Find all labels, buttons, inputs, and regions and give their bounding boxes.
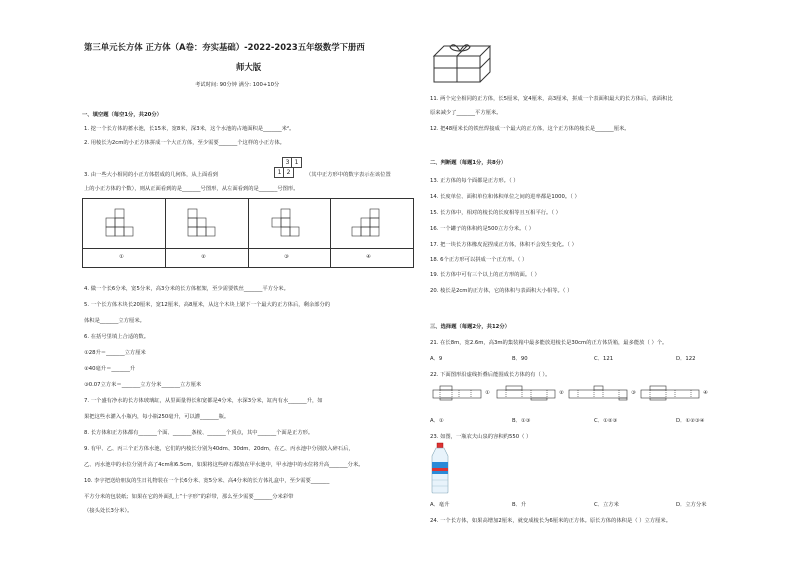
gift-box-illustration	[430, 38, 494, 86]
view-figure-3	[271, 207, 309, 241]
net-figure-label: ③	[631, 390, 636, 396]
question-19: 19. 长方体中可有三个以上的正方形的面。（ ）	[430, 272, 540, 278]
question-4: 4. 做一个长6分米，宽5分米，高3分米的长方体框架，至少需要铁丝_______平方分米。	[84, 286, 289, 292]
question-24: 24. 一个长方体，如果高增加2厘米，就变成棱长为6厘米的正方体。原长方体的体积是（ ）立方厘米。	[430, 518, 672, 524]
page-title-line1: 第三单元长方体 正方体（A卷：夯实基础）-2022-2023五年级数学下册西	[84, 42, 365, 52]
question-22-option: C．①②③	[594, 418, 618, 424]
question-22-option: B．①③	[512, 418, 531, 424]
water-bottle-image	[430, 442, 450, 494]
question-10-part2: 平方分米的包装纸；如果在它的外面扎上“十字形”的彩带，那么至少需要_______分米彩带	[84, 494, 294, 500]
top-view-cell: 1	[294, 159, 299, 166]
question-21-option: C．121	[594, 356, 614, 362]
question-6c: ③0.07立方米＝_______立方分米_______立方厘米	[84, 382, 202, 388]
question-14: 14. 长度单位、面积单位和体积单位之间的进率都是1000。（ ）	[430, 194, 580, 200]
question-6a: ①28升＝_______立方厘米	[84, 350, 146, 356]
view-figure-1	[105, 207, 143, 241]
question-23-option: A．毫升	[430, 502, 450, 508]
question-6: 6. 在括号里填上合适的数。	[84, 334, 150, 340]
question-21-option: D．122	[676, 356, 696, 362]
question-23: 23. 如图，一瓶农夫山泉的容积约550（ ）	[430, 434, 532, 440]
net-figure-3	[568, 385, 630, 401]
question-10-part1: 10. 李宇把送给朋友的生日礼物装在一个长6分米、宽5分米、高4分米的长方体礼盒中，至少需要_______	[84, 478, 330, 484]
question-3-part1: 3. 由一些大小相同的小正方体搭成的几何体，从上面看到	[84, 172, 218, 178]
question-7-part1: 7. 一个盛有净水的长方体玻璃缸，从里面量得长和宽都是4分米，水深3分米，缸内有水_______升，如	[84, 398, 323, 404]
top-view-grid	[274, 157, 300, 179]
question-5-part2: 体积是_______立方厘米。	[84, 318, 145, 324]
question-21: 21. 在长8m，宽2.6m，高3m的集装箱中最多能放进棱长是30cm的正方体货箱，最多能放（ ）个。	[430, 340, 668, 346]
question-17: 17. 把一块长方体橡皮泥捏成正方体，体积不会发生变化。（ ）	[430, 242, 577, 248]
question-20: 20. 棱长是2cm的正方体，它的体积与表面积大小相等。（ ）	[430, 288, 573, 294]
top-view-cell: 3	[285, 159, 290, 166]
question-3-part2: （其中正方形中的数字表示在该位置	[306, 172, 391, 178]
question-18: 18. 6个正方形可以拼成一个正方形。（ ）	[430, 257, 528, 263]
question-7-part2: 果把这些水灌入小瓶内，每小瓶250毫升，可以灌_______瓶。	[84, 414, 230, 420]
question-6b: ②40毫升＝_______升	[84, 366, 136, 372]
section-true-false: 二、判断题（每题1分，共8分）	[430, 160, 507, 166]
view-figure-label: ④	[366, 254, 371, 260]
question-21-option: A．9	[430, 356, 443, 362]
section-multiple-choice: 三、选择题（每题2分，共12分）	[430, 324, 510, 330]
question-23-option: D．立方分米	[676, 502, 707, 508]
question-10-part3: （接头处长3分米）。	[84, 508, 133, 514]
question-3-part3: 上的小正方体的个数），则从正面看到的是_______号图形，从左面看到的是_______号图形。	[84, 186, 299, 192]
question-8: 8. 长方体和正方体都有_______个面、_______条棱、_______个顶点，其中_______个面是正方形。	[84, 430, 314, 436]
question-9-part1: 9. 有甲、乙、丙三个正方体水池，它们的内棱长分别为40dm、30dm、20dm，在乙、丙水池中分别放入碎石后，	[84, 446, 354, 452]
question-16: 16. 一个罐子的体积约是500立方分米。（ ）	[430, 226, 535, 232]
top-view-cell: 1	[277, 169, 282, 176]
question-13: 13. 正方体的每个面都是正方形。（ ）	[430, 178, 519, 184]
question-21-option: B．90	[512, 356, 528, 362]
view-figure-label: ①	[119, 254, 124, 260]
question-11-part2: 原来减少了_______平方厘米。	[430, 110, 502, 116]
question-22: 22. 下面图形沿虚线折叠后能围成长方体的有（ ）。	[430, 372, 551, 378]
question-23-option: B．升	[512, 502, 527, 508]
top-view-cell: 2	[286, 169, 291, 176]
net-figure-label: ①	[485, 390, 490, 396]
view-figure-2	[187, 207, 225, 241]
question-15: 15. 长方体中，相对的棱长的长度相等且互相平行。（ ）	[430, 210, 561, 216]
net-figure-label: ②	[559, 390, 564, 396]
view-options-table	[82, 198, 414, 268]
question-11-part1: 11. 两个完全相同的正方体，长5厘米，宽4厘米，高3厘米，拼成一个表面积最大的长方体后，表面积比	[430, 96, 673, 102]
view-figure-label: ②	[201, 254, 206, 260]
page-title-line2: 师大版	[236, 62, 262, 72]
section-fill-blank: 一、填空题（每空1分，共20分）	[82, 112, 162, 118]
exam-info: 考试时间: 90分钟 满分: 100+10分	[195, 82, 280, 88]
question-22-option: A．①	[430, 418, 444, 424]
question-5-part1: 5. 一个长方体木块长20厘米，宽12厘米，高8厘米，从这个木块上锯下一个最大的正方体后，剩余部分的	[84, 302, 331, 308]
question-1: 1. 挖一个长方体的蓄水池，长15米，宽8米，深3米，这个水池的占地面积是_______米²。	[84, 126, 295, 132]
net-figure-2	[496, 385, 558, 401]
net-figure-label: ④	[703, 390, 708, 396]
view-figure-4	[351, 207, 389, 241]
net-figure-1	[432, 385, 484, 401]
question-12: 12. 把48厘米长的铁丝焊接成一个最大的正方体，这个正方体的棱长是_______厘米。	[430, 126, 630, 132]
net-figure-4	[640, 385, 702, 401]
question-2: 2. 用棱长为2cm的小正方体拼成一个大正方体，至少需要_______个这样的小正方体。	[84, 140, 285, 146]
question-9-part2: 乙、丙水池中的水位分别升高了4cm和6.5cm，如果将这些碎石都放在甲水池中，甲水池中的水位将升高_______分米。	[84, 462, 364, 468]
question-22-option: D．①②③④	[676, 418, 705, 424]
view-figure-label: ③	[284, 254, 289, 260]
question-23-option: C．立方米	[594, 502, 619, 508]
